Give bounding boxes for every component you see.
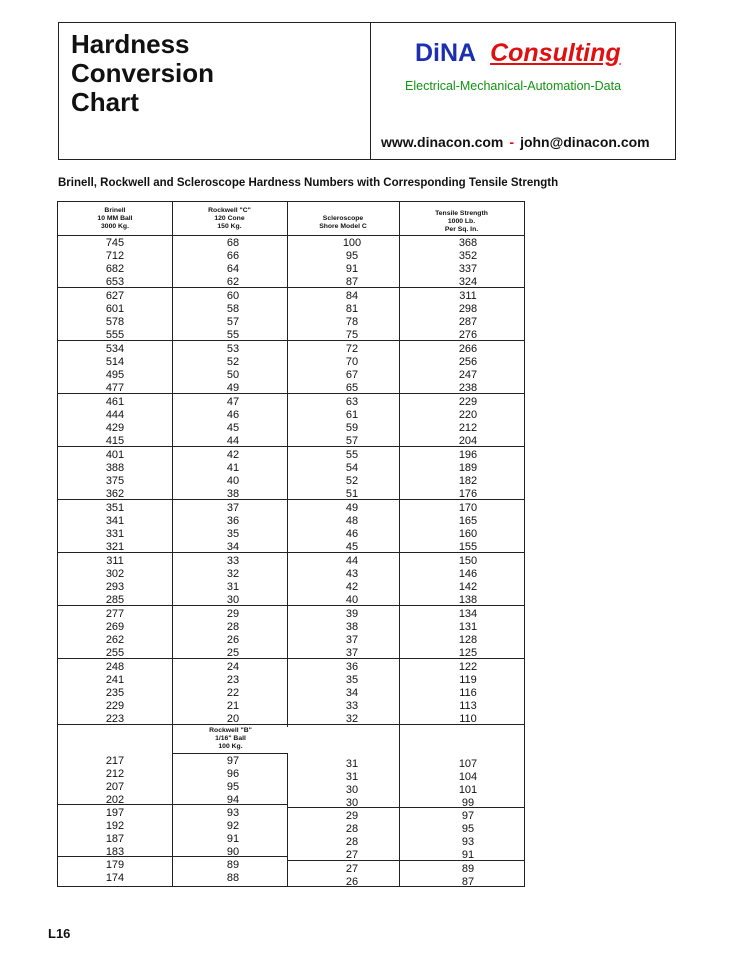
brinell-value: 262 — [105, 634, 125, 646]
tensile-value: 142 — [458, 581, 478, 593]
scleroscope-value: 34 — [345, 687, 359, 699]
scleroscope-value: 100 — [342, 237, 362, 249]
tensile-value: 170 — [458, 502, 478, 514]
rockwell-value: 91 — [226, 833, 240, 845]
rockwell-value: 64 — [226, 263, 240, 275]
brinell-value: 192 — [105, 820, 125, 832]
brinell-value: 745 — [105, 237, 125, 249]
tensile-value: 122 — [458, 661, 478, 673]
contact-line — [381, 134, 650, 150]
rockwell-value: 52 — [226, 356, 240, 368]
scleroscope-value: 91 — [345, 263, 359, 275]
rockwell-value: 88 — [226, 872, 240, 884]
group-divider — [58, 393, 524, 394]
header-line: Brinell — [104, 207, 126, 214]
brinell-value: 362 — [105, 488, 125, 500]
scleroscope-value: 63 — [345, 396, 359, 408]
rockwell-value: 26 — [226, 634, 240, 646]
tensile-value: 182 — [458, 475, 478, 487]
title-line: Hardness — [71, 29, 190, 59]
header-line: Rockwell "B" — [209, 727, 252, 734]
tensile-value: 97 — [461, 810, 475, 822]
scleroscope-value: 43 — [345, 568, 359, 580]
rockwell-value: 35 — [226, 528, 240, 540]
rockwell-value: 40 — [226, 475, 240, 487]
brinell-value: 477 — [105, 382, 125, 394]
brand-name: DiNA — [415, 39, 477, 67]
rockwell-value: 60 — [226, 290, 240, 302]
rockwell-value: 68 — [226, 237, 240, 249]
scleroscope-value: 87 — [345, 276, 359, 288]
brinell-value: 555 — [105, 329, 125, 341]
rockwell-value: 97 — [226, 755, 240, 767]
scleroscope-value: 27 — [345, 863, 359, 875]
tensile-value: 287 — [458, 316, 478, 328]
header-line: Rockwell "C" — [208, 207, 251, 214]
brinell-value: 217 — [105, 755, 125, 767]
tensile-value: 247 — [458, 369, 478, 381]
brinell-value: 653 — [105, 276, 125, 288]
scleroscope-value: 70 — [345, 356, 359, 368]
scleroscope-value: 72 — [345, 343, 359, 355]
rockwell-value: 38 — [226, 488, 240, 500]
scleroscope-value: 78 — [345, 316, 359, 328]
brinell-value: 183 — [105, 846, 125, 858]
tensile-value: 165 — [458, 515, 478, 527]
tensile-value: 91 — [461, 849, 475, 861]
rockwell-value: 24 — [226, 661, 240, 673]
scleroscope-value: 44 — [345, 555, 359, 567]
rockwell-value: 44 — [226, 435, 240, 447]
rockwell-value: 25 — [226, 647, 240, 659]
brinell-value: 223 — [105, 713, 125, 725]
brinell-value: 248 — [105, 661, 125, 673]
brinell-value: 375 — [105, 475, 125, 487]
tensile-value: 146 — [458, 568, 478, 580]
rockwell-value: 58 — [226, 303, 240, 315]
tensile-value: 110 — [459, 713, 477, 725]
scleroscope-value: 29 — [345, 810, 359, 822]
rockwell-value: 32 — [226, 568, 240, 580]
rockwell-value: 45 — [226, 422, 240, 434]
rockwell-value: 36 — [226, 515, 240, 527]
scleroscope-value: 42 — [345, 581, 359, 593]
tensile-value: 189 — [458, 462, 478, 474]
rockwell-value: 37 — [226, 502, 240, 514]
brinell-value: 601 — [105, 303, 125, 315]
brinell-value: 461 — [105, 396, 125, 408]
hardness-table — [57, 201, 525, 887]
brinell-value: 187 — [105, 833, 125, 845]
tensile-value: 298 — [458, 303, 478, 315]
brinell-value: 285 — [105, 594, 125, 606]
rockwell-value: 89 — [226, 859, 240, 871]
scleroscope-value: 65 — [345, 382, 359, 394]
rockwell-value: 50 — [226, 369, 240, 381]
header-line: 3000 Kg. — [101, 223, 129, 230]
brinell-value: 578 — [105, 316, 125, 328]
tensile-value: 229 — [458, 396, 478, 408]
scleroscope-value: 57 — [345, 435, 359, 447]
scleroscope-value: 46 — [345, 528, 359, 540]
scleroscope-value: 40 — [345, 594, 359, 606]
rockwell-value: 33 — [226, 555, 240, 567]
brinell-value: 235 — [105, 687, 125, 699]
header-line: 150 Kg. — [217, 223, 242, 230]
tensile-value: 89 — [461, 863, 475, 875]
contact-separator: - — [509, 134, 515, 150]
rockwell-value: 21 — [226, 700, 240, 712]
scleroscope-value: 84 — [345, 290, 359, 302]
group-divider — [287, 807, 524, 808]
tensile-value: 119 — [459, 674, 477, 686]
page-title — [71, 30, 214, 117]
tensile-value: 101 — [458, 784, 478, 796]
brinell-value: 255 — [105, 647, 125, 659]
column-header-tensile — [399, 210, 524, 234]
section-divider — [58, 724, 524, 725]
brinell-value: 321 — [105, 541, 125, 553]
page-number: L16 — [48, 926, 71, 941]
tensile-value: 337 — [458, 263, 478, 275]
group-divider — [58, 658, 524, 659]
tensile-value: 134 — [458, 608, 478, 620]
tensile-value: 150 — [458, 555, 478, 567]
header-line: 100 Kg. — [218, 743, 243, 750]
tensile-value: 104 — [458, 771, 478, 783]
scleroscope-value: 51 — [345, 488, 359, 500]
tensile-value: 196 — [458, 449, 478, 461]
scleroscope-value: 31 — [345, 758, 359, 770]
rockwell-value: 53 — [226, 343, 240, 355]
rockwell-value: 22 — [226, 687, 240, 699]
tensile-value: 266 — [458, 343, 478, 355]
scleroscope-value: 48 — [345, 515, 359, 527]
brand-panel — [371, 23, 675, 159]
title-line: Conversion — [71, 58, 215, 88]
scleroscope-value: 75 — [345, 329, 359, 341]
tensile-value: 256 — [458, 356, 478, 368]
title-line: Chart — [71, 87, 139, 117]
tensile-value: 99 — [461, 797, 475, 809]
tensile-value: 311 — [459, 290, 477, 302]
tensile-value: 128 — [458, 634, 478, 646]
brinell-value: 534 — [105, 343, 125, 355]
brinell-value: 341 — [105, 515, 125, 527]
brinell-value: 302 — [105, 568, 125, 580]
brinell-value: 174 — [105, 872, 125, 884]
group-divider — [58, 804, 287, 805]
group-divider — [58, 856, 287, 857]
scleroscope-value: 59 — [345, 422, 359, 434]
rockwell-value: 46 — [226, 409, 240, 421]
group-divider — [287, 860, 524, 861]
tensile-value: 238 — [458, 382, 478, 394]
brinell-value: 331 — [105, 528, 125, 540]
brinell-value: 429 — [105, 422, 125, 434]
scleroscope-value: 30 — [345, 784, 359, 796]
tensile-value: 95 — [461, 823, 475, 835]
brinell-value: 388 — [105, 462, 125, 474]
tensile-value: 212 — [458, 422, 478, 434]
scleroscope-value: 55 — [345, 449, 359, 461]
brinell-value: 444 — [105, 409, 125, 421]
tensile-value: 107 — [458, 758, 478, 770]
header-line: 1/16" Ball — [215, 735, 246, 742]
rockwell-value: 29 — [226, 608, 240, 620]
brand-tagline: Electrical-Mechanical-Automation-Data — [405, 79, 622, 93]
scleroscope-value: 38 — [345, 621, 359, 633]
scleroscope-value: 81 — [345, 303, 359, 315]
tensile-value: 87 — [461, 876, 475, 888]
column-divider — [399, 202, 400, 886]
scleroscope-value: 61 — [345, 409, 359, 421]
rockwell-value: 49 — [226, 382, 240, 394]
scleroscope-value: 30 — [345, 797, 359, 809]
column-divider — [172, 202, 173, 886]
header-line: 120 Cone — [214, 215, 245, 222]
tensile-value: 276 — [458, 329, 478, 341]
scleroscope-value: 33 — [345, 700, 359, 712]
scleroscope-value: 27 — [345, 849, 359, 861]
rockwell-value: 57 — [226, 316, 240, 328]
column-header-rockwell-b — [174, 727, 287, 753]
brinell-value: 212 — [105, 768, 125, 780]
header-line: Tensile Strength — [435, 210, 488, 217]
brinell-value: 682 — [105, 263, 125, 275]
column-divider — [287, 202, 288, 727]
rockwell-value: 90 — [226, 846, 240, 858]
group-divider — [58, 499, 524, 500]
brinell-value: 241 — [105, 674, 125, 686]
scleroscope-value: 28 — [345, 823, 359, 835]
tensile-value: 116 — [459, 687, 477, 699]
scleroscope-value: 35 — [345, 674, 359, 686]
rockwell-value: 28 — [226, 621, 240, 633]
brinell-value: 495 — [105, 369, 125, 381]
column-header-scleroscope — [287, 215, 399, 231]
table-caption: Brinell, Rockwell and Scleroscope Hardness Numbers with Corresponding Tensile Strength — [58, 177, 559, 189]
rockwell-value: 96 — [226, 768, 240, 780]
email-link[interactable]: john@dinacon.com — [520, 134, 650, 150]
group-divider — [58, 552, 524, 553]
scleroscope-value: 37 — [345, 634, 359, 646]
column-divider — [287, 753, 288, 887]
rockwell-value: 42 — [226, 449, 240, 461]
brinell-value: 627 — [105, 290, 125, 302]
tensile-value: 204 — [458, 435, 478, 447]
header-line: 1000 Lb. — [447, 218, 476, 225]
group-divider — [58, 605, 524, 606]
brinell-value: 269 — [105, 621, 125, 633]
tensile-value: 176 — [458, 488, 478, 500]
rockwell-value: 47 — [226, 396, 240, 408]
rockwell-value: 95 — [226, 781, 240, 793]
rockwell-value: 41 — [226, 462, 240, 474]
rockwell-value: 92 — [226, 820, 240, 832]
scleroscope-value: 95 — [345, 250, 359, 262]
scleroscope-value: 49 — [345, 502, 359, 514]
group-divider — [58, 287, 524, 288]
rockwell-value: 62 — [226, 276, 240, 288]
scleroscope-value: 36 — [345, 661, 359, 673]
tensile-value: 155 — [458, 541, 478, 553]
tensile-value: 324 — [458, 276, 478, 288]
brinell-value: 401 — [105, 449, 125, 461]
rockwell-value: 31 — [226, 581, 240, 593]
scleroscope-value: 67 — [345, 369, 359, 381]
brinell-value: 277 — [105, 608, 125, 620]
website-link[interactable]: www.dinacon.com — [381, 134, 504, 150]
brinell-value: 351 — [105, 502, 125, 514]
column-header-brinell — [58, 207, 172, 231]
header-line: 10 MM Ball — [97, 215, 133, 222]
brinell-value: 202 — [105, 794, 125, 806]
brand-logo — [415, 39, 621, 68]
tensile-value: 138 — [458, 594, 478, 606]
group-divider — [58, 340, 524, 341]
tensile-value: 220 — [458, 409, 478, 421]
header-title-panel — [59, 23, 371, 159]
header-divider — [58, 235, 524, 236]
scleroscope-value: 54 — [345, 462, 359, 474]
scleroscope-value: 52 — [345, 475, 359, 487]
brand-sub: Consulting — [490, 39, 621, 67]
tensile-value: 368 — [458, 237, 478, 249]
brinell-value: 712 — [105, 250, 125, 262]
brinell-value: 415 — [105, 435, 125, 447]
header-box — [58, 22, 676, 160]
header-line: Scleroscope — [322, 215, 364, 222]
tensile-value: 352 — [458, 250, 478, 262]
brinell-value: 311 — [106, 555, 124, 567]
tensile-value: 131 — [458, 621, 478, 633]
brinell-value: 197 — [105, 807, 125, 819]
header-line: Per Sq. In. — [444, 226, 479, 233]
tensile-value: 113 — [459, 700, 477, 712]
column-header-rockwell-c — [172, 207, 287, 231]
scleroscope-value: 31 — [345, 771, 359, 783]
rockwell-value: 66 — [226, 250, 240, 262]
scleroscope-value: 26 — [345, 876, 359, 888]
rockwell-b-header-divider — [172, 753, 287, 754]
scleroscope-value: 32 — [345, 713, 359, 725]
tensile-value: 93 — [461, 836, 475, 848]
rockwell-value: 23 — [226, 674, 240, 686]
tensile-value: 160 — [458, 528, 478, 540]
group-divider — [58, 446, 524, 447]
rockwell-value: 20 — [226, 713, 240, 725]
rockwell-value: 55 — [226, 329, 240, 341]
header-line: Shore Model C — [319, 223, 367, 230]
brinell-value: 293 — [105, 581, 125, 593]
scleroscope-value: 45 — [345, 541, 359, 553]
scleroscope-value: 28 — [345, 836, 359, 848]
tensile-value: 125 — [458, 647, 478, 659]
brinell-value: 514 — [105, 356, 125, 368]
scleroscope-value: 37 — [345, 647, 359, 659]
rockwell-value: 94 — [226, 794, 240, 806]
brinell-value: 207 — [105, 781, 125, 793]
brinell-value: 179 — [105, 859, 125, 871]
rockwell-value: 93 — [226, 807, 240, 819]
rockwell-value: 30 — [226, 594, 240, 606]
brinell-value: 229 — [105, 700, 125, 712]
rockwell-value: 34 — [226, 541, 240, 553]
scleroscope-value: 39 — [345, 608, 359, 620]
